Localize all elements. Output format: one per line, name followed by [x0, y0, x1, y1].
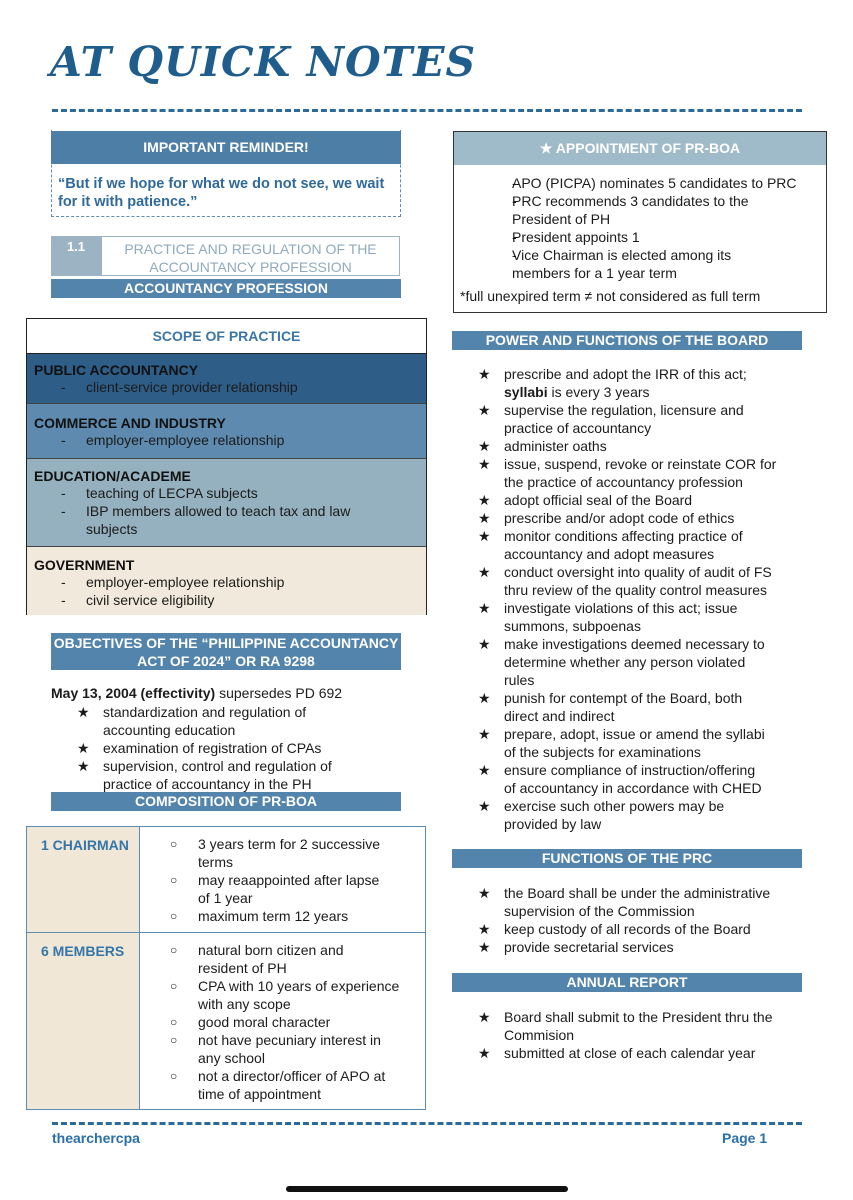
list-item: [478, 689, 808, 725]
list-item-line: time of appointment: [198, 1086, 321, 1102]
bottom-divider: [52, 1122, 802, 1125]
list-item: [478, 527, 808, 563]
list-item-line: maximum term 12 years: [198, 908, 349, 924]
list-item: [485, 174, 826, 192]
star-icon: ★: [478, 528, 491, 544]
list-item: [478, 599, 808, 635]
annual-report-heading: ANNUAL REPORT: [452, 973, 802, 992]
star-icon: ★: [478, 456, 491, 472]
list-item-line: ensure compliance of instruction/offering: [504, 762, 756, 778]
scope-row-title: PUBLIC ACCOUNTANCY: [34, 362, 199, 378]
scope-heading: SCOPE OF PRACTICE: [27, 319, 426, 354]
prc-list: [478, 884, 808, 956]
list-item-line: terms: [198, 854, 233, 870]
list-item-line: supervision of the Commission: [504, 903, 695, 919]
footer-brand: thearchercpa: [52, 1130, 140, 1146]
list-item-line: conduct oversight into quality of audit of FS: [504, 564, 772, 580]
list-item-line: supervision, control and regulation of: [103, 758, 332, 774]
list-item: [77, 757, 397, 793]
list-item-line: investigate violations of this act; issue: [504, 600, 738, 616]
list-item-line: supervise the regulation, licensure and: [504, 402, 744, 418]
list-item-line: administer oaths: [504, 438, 607, 454]
list-item-line: with any scope: [198, 996, 291, 1012]
home-indicator[interactable]: [286, 1186, 568, 1192]
star-icon: ★: [478, 690, 491, 706]
annual-report-list: [478, 1008, 808, 1062]
list-item: [478, 437, 808, 455]
list-item-line: submitted at close of each calendar year: [504, 1045, 756, 1061]
scope-row-item: - employer-employee relationship: [34, 573, 419, 591]
list-item-line: monitor conditions affecting practice of: [504, 528, 743, 544]
scope-row-education: [27, 459, 426, 547]
composition-row-chairman: [27, 827, 425, 933]
star-icon: ★: [478, 492, 491, 508]
list-item-line: of 1 year: [198, 890, 253, 906]
circle-bullet-icon: ○: [170, 1033, 178, 1047]
list-item-line: resident of PH: [198, 960, 287, 976]
list-item-line: of accountancy in accordance with CHED: [504, 780, 762, 796]
star-icon: ★: [478, 636, 491, 652]
scope-row-public: [27, 354, 426, 404]
accountancy-profession-bar: ACCOUNTANCY PROFESSION: [51, 279, 401, 298]
list-item: [170, 1013, 419, 1031]
appointment-heading: ★ APPOINTMENT OF PR-BOA: [454, 132, 826, 165]
powers-list: [478, 365, 808, 833]
objectives-date: [51, 685, 342, 701]
list-item: [170, 941, 419, 977]
list-item-line: prepare, adopt, issue or amend the syllabi: [504, 726, 765, 742]
list-item-line: provided by law: [504, 816, 602, 832]
list-item-line: punish for contempt of the Board, both: [504, 690, 743, 706]
scope-row-item: - employer-employee relationship: [34, 431, 419, 449]
list-item-line: make investigations deemed necessary to: [504, 636, 765, 652]
list-item-line: prescribe and adopt the IRR of this act;: [504, 366, 747, 382]
list-item-line: President of PH: [512, 211, 611, 227]
objectives-date-bold: May 13, 2004 (effectivity): [51, 685, 216, 701]
section-title: [101, 236, 400, 276]
circle-bullet-icon: ○: [170, 979, 178, 993]
list-item: [485, 228, 826, 246]
circle-bullet-icon: ○: [170, 1015, 178, 1029]
list-item: [485, 246, 826, 282]
star-icon: ★: [77, 704, 90, 720]
composition-items: [140, 933, 425, 1109]
list-item: [478, 1008, 808, 1044]
composition-row-members: [27, 933, 425, 1109]
appointment-list: [454, 165, 826, 282]
powers-heading: POWER AND FUNCTIONS OF THE BOARD: [452, 331, 802, 350]
list-item: [478, 455, 808, 491]
circle-bullet-icon: ○: [170, 873, 178, 887]
composition-table: [26, 826, 426, 1110]
scope-row-government: [27, 547, 426, 615]
circle-bullet-icon: ○: [170, 943, 178, 957]
appointment-note: *full unexpired term ≠ not considered as full term: [460, 288, 761, 304]
list-item-line: any school: [198, 1050, 265, 1066]
list-item: [478, 938, 808, 956]
list-item-line: good moral character: [198, 1014, 331, 1030]
section-title-line: ACCOUNTANCY PROFESSION: [149, 259, 352, 275]
list-item: [478, 884, 808, 920]
list-item-line: practice of accountancy in the PH: [103, 776, 312, 792]
list-item: [478, 509, 808, 527]
star-icon: ★: [478, 921, 491, 937]
reminder-heading: IMPORTANT REMINDER!: [51, 131, 401, 164]
list-item-line: Commision: [504, 1027, 575, 1043]
star-icon: ★: [478, 366, 491, 382]
scope-row-item: - teaching of LECPA subjects: [34, 484, 419, 502]
star-icon: ★: [478, 402, 491, 418]
page-number: Page 1: [722, 1130, 768, 1146]
objectives-list: [77, 703, 397, 793]
list-item: [485, 192, 826, 228]
list-item-line: exercise such other powers may be: [504, 798, 725, 814]
scope-row-item: - IBP members allowed to teach tax and law: [34, 502, 419, 520]
list-item: [77, 703, 397, 739]
list-item: [478, 401, 808, 437]
star-icon: ★: [478, 1009, 491, 1025]
list-item-line: not a director/officer of APO at: [198, 1068, 386, 1084]
list-item-line: - APO (PICPA) nominates 5 candidates to PRC: [512, 175, 797, 191]
list-item: [170, 977, 419, 1013]
list-item-line: practice of accountancy: [504, 420, 652, 436]
list-item-line: rules: [504, 672, 535, 688]
star-icon: ★: [77, 740, 90, 756]
circle-bullet-icon: ○: [170, 1069, 178, 1083]
list-item-line: the practice of accountancy profession: [504, 474, 743, 490]
composition-items: [140, 827, 425, 932]
list-item: [170, 871, 419, 907]
page-title: AT QUICK NOTES: [50, 38, 477, 86]
star-icon: ★: [478, 798, 491, 814]
list-item-line: natural born citizen and: [198, 942, 344, 958]
list-item: [170, 1067, 419, 1103]
list-item-line: [504, 383, 808, 401]
list-item: [170, 907, 419, 925]
list-item-line: CPA with 10 years of experience: [198, 978, 400, 994]
appointment-box: [453, 131, 827, 313]
scope-row-item: - client-service provider relationship: [34, 378, 419, 396]
scope-row-title: GOVERNMENT: [34, 557, 135, 573]
quote-line: “But if we hope for what we do not see, we wait: [58, 176, 385, 192]
scope-row-title: EDUCATION/ACADEME: [34, 468, 191, 484]
objectives-date-rest: supersedes PD 692: [215, 685, 343, 701]
list-item-line: - Vice Chairman is elected among its: [512, 247, 732, 263]
list-item-line: examination of registration of CPAs: [103, 740, 322, 756]
star-icon: ★: [478, 510, 491, 526]
star-icon: ★: [478, 564, 491, 580]
objectives-heading-line: ACT OF 2024” OR RA 9298: [137, 653, 315, 669]
list-item: [77, 739, 397, 757]
scope-row-item-continued: subjects: [86, 521, 138, 537]
list-item-line: issue, suspend, revoke or reinstate COR for: [504, 456, 777, 472]
list-item: [478, 761, 808, 797]
top-divider: [52, 109, 802, 112]
reminder-quote: [58, 175, 398, 211]
list-item: [478, 491, 808, 509]
composition-heading: COMPOSITION OF PR-BOA: [51, 792, 401, 811]
composition-label: 6 MEMBERS: [27, 933, 140, 1109]
star-icon: ★: [478, 438, 491, 454]
list-item-line: the Board shall be under the administrative: [504, 885, 771, 901]
circle-bullet-icon: ○: [170, 837, 178, 851]
star-icon: ★: [478, 726, 491, 742]
scope-row-title: COMMERCE AND INDUSTRY: [34, 415, 226, 431]
list-item: [478, 1044, 808, 1062]
list-item-line: keep custody of all records of the Board: [504, 921, 751, 937]
list-item-line: provide secretarial services: [504, 939, 674, 955]
list-item-line: Board shall submit to the President thru the: [504, 1009, 773, 1025]
list-item-line: may reaappointed after lapse: [198, 872, 380, 888]
list-item-line: - President appoints 1: [512, 229, 640, 245]
star-icon: ★: [478, 939, 491, 955]
star-icon: ★: [478, 1045, 491, 1061]
list-item: [478, 563, 808, 599]
list-item: [478, 365, 808, 401]
list-item: [478, 920, 808, 938]
list-item-line: members for a 1 year term: [512, 265, 677, 281]
list-item-line: prescribe and/or adopt code of ethics: [504, 510, 735, 526]
list-item-line: thru review of the quality control measures: [504, 582, 768, 598]
prc-heading: FUNCTIONS OF THE PRC: [452, 849, 802, 868]
objectives-heading: [51, 633, 401, 670]
list-item: [478, 635, 808, 689]
list-item-line: determine whether any person violated: [504, 654, 746, 670]
scope-row-commerce: [27, 404, 426, 459]
list-item: [170, 835, 419, 871]
list-item-line: adopt official seal of the Board: [504, 492, 693, 508]
star-icon: ★: [77, 758, 90, 774]
section-title-line: PRACTICE AND REGULATION OF THE: [124, 241, 377, 257]
list-item: [478, 797, 808, 833]
syllabi-rest: is every 3 years: [547, 384, 650, 400]
composition-label: 1 CHAIRMAN: [27, 827, 140, 932]
star-icon: ★: [478, 885, 491, 901]
list-item-line: direct and indirect: [504, 708, 615, 724]
list-item-line: standardization and regulation of: [103, 704, 307, 720]
star-icon: ★: [478, 762, 491, 778]
objectives-heading-line: OBJECTIVES OF THE “PHILIPPINE ACCOUNTANCY: [53, 635, 399, 651]
section-number: 1.1: [51, 236, 101, 276]
quote-line: for it with patience.”: [58, 194, 198, 210]
scope-of-practice-table: [26, 318, 427, 615]
list-item-line: 3 years term for 2 successive: [198, 836, 381, 852]
syllabi-bold: syllabi: [504, 384, 548, 400]
star-icon: ★: [478, 600, 491, 616]
list-item: [170, 1031, 419, 1067]
list-item-line: accounting education: [103, 722, 236, 738]
scope-row-item: - civil service eligibility: [34, 591, 419, 609]
list-item-line: of the subjects for examinations: [504, 744, 701, 760]
list-item-line: - PRC recommends 3 candidates to the: [512, 193, 749, 209]
circle-bullet-icon: ○: [170, 909, 178, 923]
list-item-line: accountancy and adopt measures: [504, 546, 715, 562]
list-item-line: not have pecuniary interest in: [198, 1032, 381, 1048]
list-item-line: summons, subpoenas: [504, 618, 641, 634]
list-item: [478, 725, 808, 761]
